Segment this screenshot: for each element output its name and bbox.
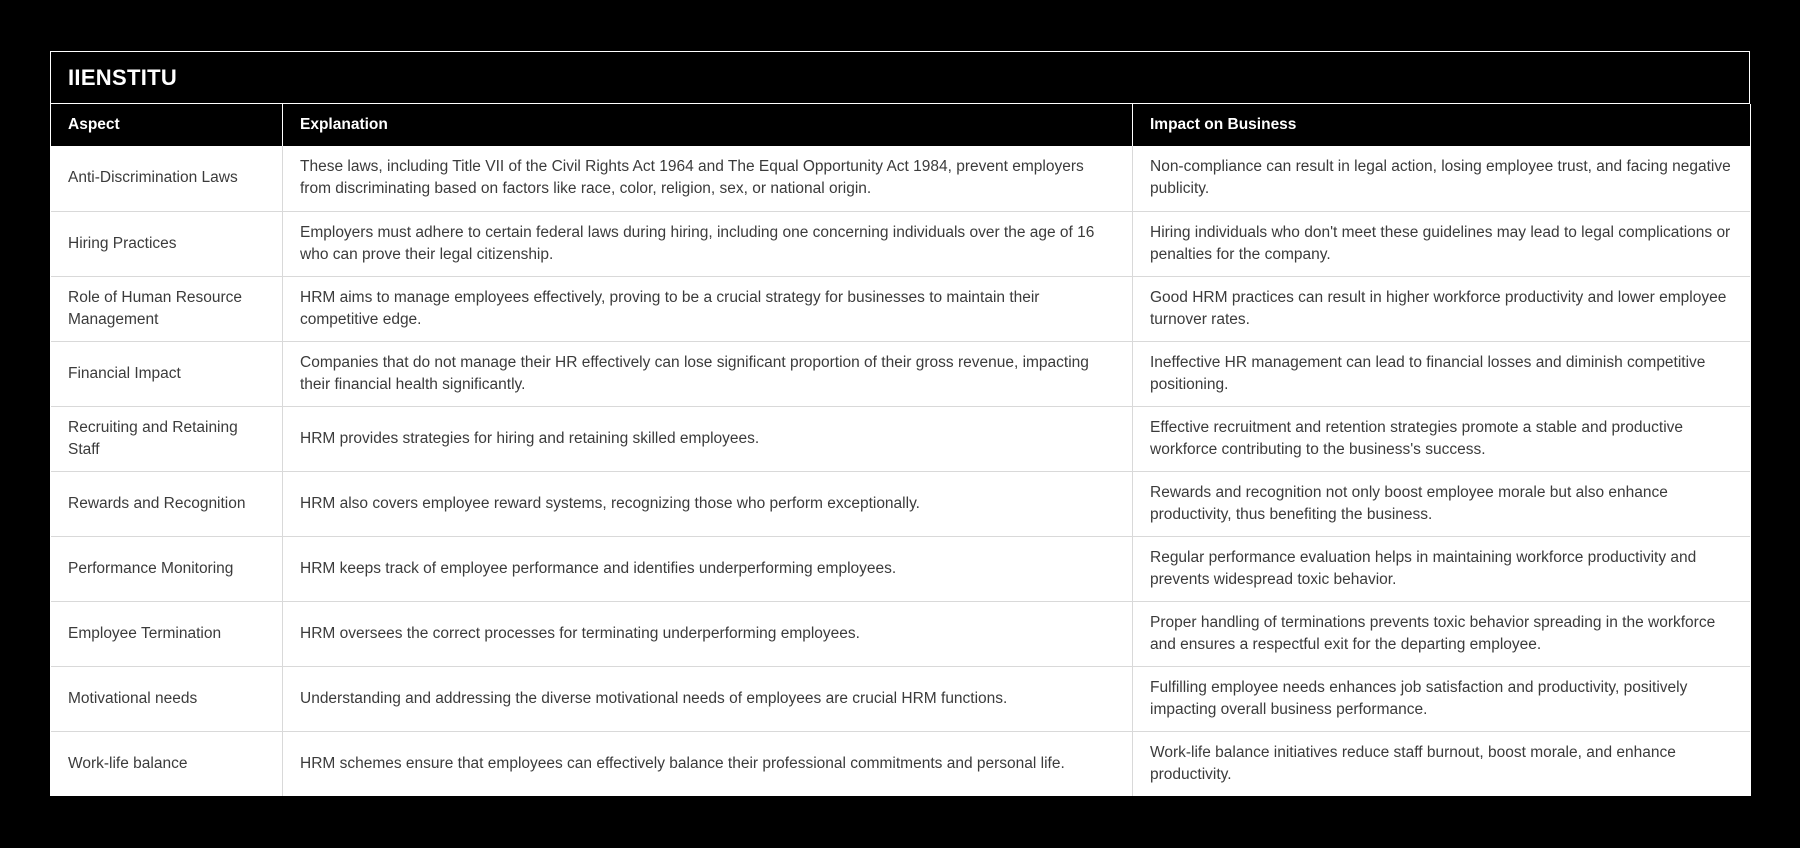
impact-cell: Effective recruitment and retention strategies promote a stable and productive workforce contributing to the business's success. — [1133, 406, 1751, 471]
aspect-cell: Work-life balance — [51, 731, 283, 796]
impact-cell: Hiring individuals who don't meet these guidelines may lead to legal complications or penalties for the company. — [1133, 211, 1751, 276]
impact-cell: Fulfilling employee needs enhances job satisfaction and productivity, positively impacting overall business performance. — [1133, 666, 1751, 731]
explanation-cell: HRM schemes ensure that employees can effectively balance their professional commitments and personal life. — [283, 731, 1133, 796]
impact-cell: Ineffective HR management can lead to financial losses and diminish competitive positioning. — [1133, 341, 1751, 406]
explanation-cell: Companies that do not manage their HR effectively can lose significant proportion of their gross revenue, impacting their financial health significantly. — [283, 341, 1133, 406]
table-row — [51, 471, 1751, 536]
aspect-cell: Performance Monitoring — [51, 536, 283, 601]
explanation-cell: HRM aims to manage employees effectively, proving to be a crucial strategy for businesses to maintain their competitive edge. — [283, 276, 1133, 341]
explanation-cell: HRM provides strategies for hiring and retaining skilled employees. — [283, 406, 1133, 471]
explanation-cell: These laws, including Title VII of the Civil Rights Act 1964 and The Equal Opportunity Act 1984, prevent employers from discriminating based on factors like race, color, religion, sex, or national origin. — [283, 146, 1133, 211]
hrm-table-container — [50, 51, 1750, 796]
table-title-bar — [50, 51, 1750, 104]
aspect-cell: Rewards and Recognition — [51, 471, 283, 536]
table-row — [51, 666, 1751, 731]
aspect-cell: Role of Human Resource Management — [51, 276, 283, 341]
explanation-cell: HRM oversees the correct processes for terminating underperforming employees. — [283, 601, 1133, 666]
table-row — [51, 406, 1751, 471]
aspect-cell: Motivational needs — [51, 666, 283, 731]
explanation-cell: HRM keeps track of employee performance and identifies underperforming employees. — [283, 536, 1133, 601]
column-header-impact: Impact on Business — [1133, 104, 1751, 146]
impact-cell: Regular performance evaluation helps in maintaining workforce productivity and prevents widespread toxic behavior. — [1133, 536, 1751, 601]
table-row — [51, 276, 1751, 341]
column-header-aspect: Aspect — [51, 104, 283, 146]
table-row — [51, 536, 1751, 601]
impact-cell: Rewards and recognition not only boost employee morale but also enhance productivity, thus benefiting the business. — [1133, 471, 1751, 536]
table-row — [51, 601, 1751, 666]
impact-cell: Non-compliance can result in legal action, losing employee trust, and facing negative publicity. — [1133, 146, 1751, 211]
table-row — [51, 341, 1751, 406]
aspect-cell: Anti-Discrimination Laws — [51, 146, 283, 211]
table-row — [51, 211, 1751, 276]
table-title: IIENSTITU — [68, 64, 178, 90]
aspect-cell: Employee Termination — [51, 601, 283, 666]
aspect-cell: Recruiting and Retaining Staff — [51, 406, 283, 471]
explanation-cell: Understanding and addressing the diverse motivational needs of employees are crucial HRM functions. — [283, 666, 1133, 731]
impact-cell: Proper handling of terminations prevents toxic behavior spreading in the workforce and ensures a respectful exit for the departing employee. — [1133, 601, 1751, 666]
explanation-cell: HRM also covers employee reward systems, recognizing those who perform exceptionally. — [283, 471, 1133, 536]
hrm-table — [50, 104, 1751, 796]
impact-cell: Good HRM practices can result in higher workforce productivity and lower employee turnover rates. — [1133, 276, 1751, 341]
explanation-cell: Employers must adhere to certain federal laws during hiring, including one concerning individuals over the age of 16 who can prove their legal citizenship. — [283, 211, 1133, 276]
table-row — [51, 731, 1751, 796]
aspect-cell: Hiring Practices — [51, 211, 283, 276]
impact-cell: Work-life balance initiatives reduce staff burnout, boost morale, and enhance productivity. — [1133, 731, 1751, 796]
table-header-row — [51, 104, 1751, 146]
table-row — [51, 146, 1751, 211]
column-header-explanation: Explanation — [283, 104, 1133, 146]
aspect-cell: Financial Impact — [51, 341, 283, 406]
table-body — [51, 146, 1751, 796]
